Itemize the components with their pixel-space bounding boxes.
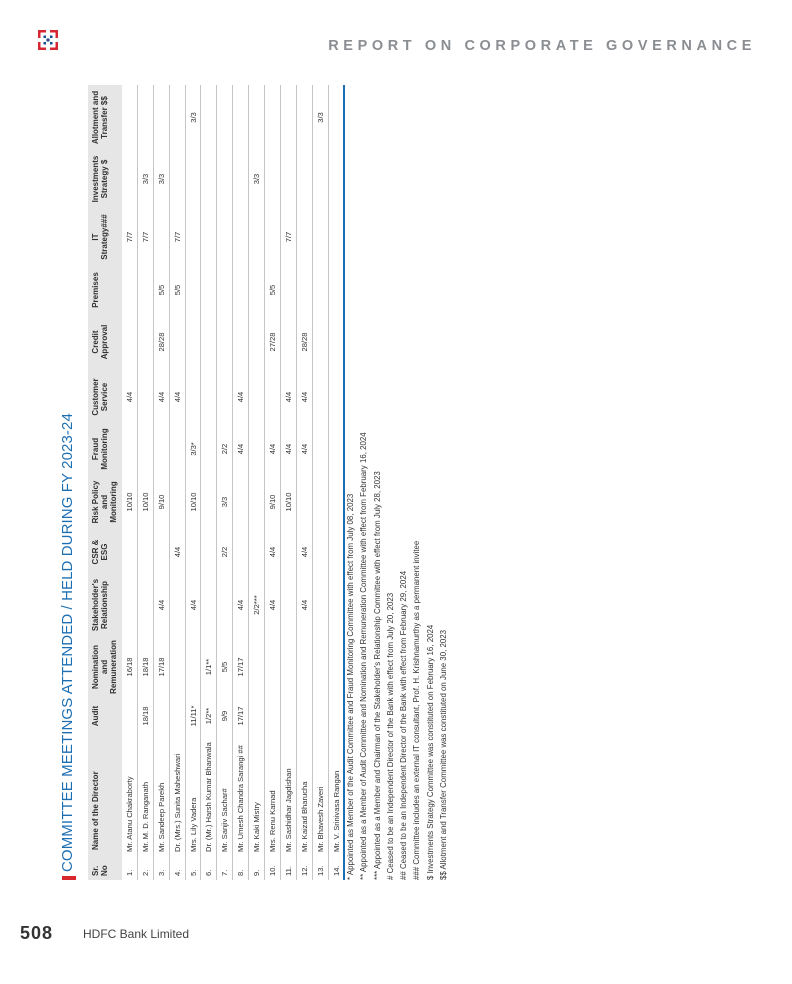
table-row xyxy=(296,85,312,880)
attendance-cell: 4/4 xyxy=(296,574,312,636)
attendance-cell xyxy=(201,474,217,530)
column-header: Risk Policy and Monitoring xyxy=(88,474,122,530)
director-name: Mr. Sanjiv Sachar# xyxy=(217,734,233,854)
column-header: Premises xyxy=(88,266,122,314)
row-number: 7. xyxy=(217,854,233,880)
attendance-cell: 4/4 xyxy=(280,424,296,474)
attendance-cell: 27/28 xyxy=(265,314,281,370)
column-header: Audit xyxy=(88,698,122,734)
table-row xyxy=(217,85,233,880)
attendance-cell xyxy=(249,370,265,424)
column-header: Stakeholder's Relationship xyxy=(88,574,122,636)
attendance-cell: 5/5 xyxy=(265,266,281,314)
attendance-cell: 9/10 xyxy=(153,474,169,530)
director-name: Mr. Kaizad Bharucha xyxy=(296,734,312,854)
attendance-cell: 7/7 xyxy=(280,208,296,266)
attendance-cell: 10/10 xyxy=(280,474,296,530)
column-header: Investments Strategy $ xyxy=(88,150,122,208)
director-name: Mr. Umesh Chandra Sarangi ## xyxy=(233,734,249,854)
row-number: 4. xyxy=(169,854,185,880)
director-name: Mr. V. Srinivasa Rangan xyxy=(328,734,344,854)
attendance-cell xyxy=(153,85,169,150)
attendance-cell xyxy=(280,314,296,370)
table-row xyxy=(328,85,344,880)
attendance-cell xyxy=(169,574,185,636)
attendance-cell: 3/3* xyxy=(185,424,201,474)
attendance-cell xyxy=(122,150,137,208)
attendance-cell: 5/5 xyxy=(217,636,233,698)
attendance-cell: 2/2*** xyxy=(249,574,265,636)
attendance-cell: 28/28 xyxy=(296,314,312,370)
attendance-cell xyxy=(233,208,249,266)
attendance-cell: 2/2 xyxy=(217,424,233,474)
attendance-cell xyxy=(201,530,217,574)
attendance-cell xyxy=(328,530,344,574)
column-header: Customer Service xyxy=(88,370,122,424)
attendance-cell xyxy=(249,85,265,150)
row-number: 10. xyxy=(265,854,281,880)
attendance-cell xyxy=(328,150,344,208)
attendance-cell xyxy=(137,85,153,150)
attendance-cell xyxy=(249,208,265,266)
row-number: 5. xyxy=(185,854,201,880)
column-header: CSR & ESG xyxy=(88,530,122,574)
attendance-cell xyxy=(185,314,201,370)
director-name: Mrs. Lily Vadera xyxy=(185,734,201,854)
footnote: ### Committee includes an external IT consultant, Prof. H. Krishnamurthy as a permanent invitee xyxy=(412,540,422,880)
attendance-cell: 4/4 xyxy=(153,574,169,636)
attendance-cell xyxy=(201,266,217,314)
attendance-cell xyxy=(201,85,217,150)
attendance-cell: 4/4 xyxy=(265,424,281,474)
director-name: Mr. Sashidhar Jagdishan xyxy=(280,734,296,854)
attendance-cell xyxy=(122,424,137,474)
rotated-content xyxy=(59,80,472,880)
attendance-cell xyxy=(153,208,169,266)
attendance-cell xyxy=(249,474,265,530)
attendance-cell xyxy=(217,85,233,150)
attendance-cell: 4/4 xyxy=(233,424,249,474)
row-number: 8. xyxy=(233,854,249,880)
attendance-cell xyxy=(328,370,344,424)
attendance-cell xyxy=(169,698,185,734)
row-number: 2. xyxy=(137,854,153,880)
attendance-cell: 4/4 xyxy=(169,530,185,574)
attendance-cell xyxy=(217,266,233,314)
attendance-cell xyxy=(137,574,153,636)
column-header: IT Strategy### xyxy=(88,208,122,266)
attendance-cell: 28/28 xyxy=(153,314,169,370)
footnote: *** Appointed as a Member and Chairman of the Stakeholder's Relationship Committee with effect from July 28, 2023 xyxy=(372,471,382,880)
attendance-cell xyxy=(312,530,328,574)
attendance-cell: 7/7 xyxy=(137,208,153,266)
column-header: Sr. No xyxy=(88,854,122,880)
attendance-cell: 4/4 xyxy=(265,574,281,636)
attendance-cell xyxy=(233,530,249,574)
attendance-cell xyxy=(265,150,281,208)
attendance-cell xyxy=(280,636,296,698)
attendance-cell xyxy=(296,208,312,266)
attendance-cell: 10/10 xyxy=(185,474,201,530)
footnotes xyxy=(344,432,450,880)
attendance-cell xyxy=(169,314,185,370)
attendance-cell xyxy=(185,530,201,574)
attendance-cell xyxy=(328,474,344,530)
attendance-cell xyxy=(201,424,217,474)
attendance-cell xyxy=(265,208,281,266)
director-name: Mr. M. D. Ranganath xyxy=(137,734,153,854)
table-row xyxy=(122,85,137,880)
table-body xyxy=(122,85,344,880)
attendance-cell xyxy=(217,150,233,208)
column-header: Fraud Monitoring xyxy=(88,424,122,474)
director-name: Mrs. Renu Karnad xyxy=(265,734,281,854)
table-row xyxy=(312,85,328,880)
attendance-cell xyxy=(296,266,312,314)
footnote: ** Appointed as a Member of Audit Committee and Nomination and Remuneration Committee with effect from February 16, 2024 xyxy=(359,432,369,880)
footnote: $$ Allotment and Transfer Committee was constituted on June 30, 2023 xyxy=(439,629,449,880)
attendance-cell xyxy=(201,574,217,636)
footnote: # Ceased to be an Independent Director of the Bank with effect from July 20, 2023 xyxy=(385,592,395,880)
attendance-cell xyxy=(280,698,296,734)
page-header-title: REPORT ON CORPORATE GOVERNANCE xyxy=(328,38,756,54)
attendance-cell xyxy=(312,424,328,474)
attendance-cell: 4/4 xyxy=(296,424,312,474)
attendance-cell: 4/4 xyxy=(185,574,201,636)
director-name: Dr. (Mr.) Harsh Kumar Bhanwala xyxy=(201,734,217,854)
attendance-cell: 4/4 xyxy=(233,370,249,424)
attendance-cell xyxy=(265,698,281,734)
row-number: 12. xyxy=(296,854,312,880)
attendance-cell: 7/7 xyxy=(169,208,185,266)
attendance-cell xyxy=(312,266,328,314)
attendance-cell xyxy=(328,636,344,698)
footer-bank-name: HDFC Bank Limited xyxy=(83,927,190,941)
footnote: $ Investments Strategy Committee was constituted on February 16, 2024 xyxy=(425,624,435,880)
attendance-cell xyxy=(328,698,344,734)
attendance-cell xyxy=(185,150,201,208)
attendance-cell: 7/7 xyxy=(122,208,137,266)
attendance-cell xyxy=(328,266,344,314)
attendance-cell: 10/10 xyxy=(122,474,137,530)
attendance-cell xyxy=(265,636,281,698)
attendance-cell xyxy=(233,150,249,208)
attendance-cell xyxy=(169,636,185,698)
attendance-cell: 3/3 xyxy=(137,150,153,208)
attendance-cell xyxy=(122,530,137,574)
attendance-cell xyxy=(249,424,265,474)
attendance-cell xyxy=(328,574,344,636)
director-name: Mr. Atanu Chakraborty xyxy=(122,734,137,854)
attendance-cell: 1/1** xyxy=(201,636,217,698)
attendance-cell xyxy=(296,85,312,150)
attendance-cell: 18/18 xyxy=(137,698,153,734)
section-title: COMMITTEE MEETINGS ATTENDED / HELD DURING FY 2023-24 xyxy=(59,413,76,872)
row-number: 11. xyxy=(280,854,296,880)
column-header: Allotment and Transfer $$ xyxy=(88,85,122,150)
attendance-cell xyxy=(137,314,153,370)
attendance-cell xyxy=(328,208,344,266)
attendance-cell: 1/2** xyxy=(201,698,217,734)
column-header: Name of the Director xyxy=(88,734,122,854)
attendance-cell: 3/3 xyxy=(312,85,328,150)
attendance-cell: 11/11* xyxy=(185,698,201,734)
attendance-cell xyxy=(185,636,201,698)
table-row xyxy=(137,85,153,880)
attendance-cell xyxy=(122,574,137,636)
attendance-cell xyxy=(153,698,169,734)
attendance-cell xyxy=(312,574,328,636)
table-row xyxy=(265,85,281,880)
attendance-cell xyxy=(137,424,153,474)
table-row xyxy=(185,85,201,880)
attendance-cell: 4/4 xyxy=(122,370,137,424)
attendance-cell xyxy=(296,150,312,208)
attendance-cell: 3/3 xyxy=(185,85,201,150)
attendance-cell xyxy=(280,530,296,574)
row-number: 1. xyxy=(122,854,137,880)
row-number: 3. xyxy=(153,854,169,880)
attendance-cell xyxy=(296,474,312,530)
attendance-cell xyxy=(185,266,201,314)
attendance-cell xyxy=(169,474,185,530)
attendance-cell xyxy=(296,636,312,698)
column-header: Nomination and Remuneration xyxy=(88,636,122,698)
footnote: ## Ceased to be an Independent Director of the Bank with effect from February 29, 2024 xyxy=(399,570,409,880)
attendance-cell xyxy=(201,150,217,208)
director-name: Dr. (Mrs.) Sunita Maheshwari xyxy=(169,734,185,854)
attendance-cell xyxy=(312,474,328,530)
column-header: Credit Approval xyxy=(88,314,122,370)
attendance-cell xyxy=(312,636,328,698)
director-name: Mr. Bhavesh Zaveri xyxy=(312,734,328,854)
attendance-cell: 3/3 xyxy=(249,150,265,208)
table-row xyxy=(169,85,185,880)
attendance-cell xyxy=(249,266,265,314)
attendance-cell xyxy=(312,370,328,424)
attendance-cell xyxy=(122,85,137,150)
attendance-cell xyxy=(217,314,233,370)
director-name: Mr. Sandeep Parekh xyxy=(153,734,169,854)
attendance-cell: 3/3 xyxy=(217,474,233,530)
attendance-cell xyxy=(249,530,265,574)
attendance-cell xyxy=(280,85,296,150)
director-name: Mr. Kaki Mistry xyxy=(249,734,265,854)
attendance-cell xyxy=(328,314,344,370)
attendance-cell xyxy=(201,370,217,424)
attendance-cell: 10/10 xyxy=(137,474,153,530)
attendance-cell xyxy=(122,698,137,734)
attendance-cell xyxy=(153,424,169,474)
attendance-cell xyxy=(201,314,217,370)
attendance-cell xyxy=(312,698,328,734)
attendance-cell: 18/18 xyxy=(137,636,153,698)
attendance-cell xyxy=(217,574,233,636)
attendance-cell xyxy=(185,208,201,266)
table-row xyxy=(233,85,249,880)
page-number: 508 xyxy=(20,923,54,943)
attendance-cell xyxy=(153,530,169,574)
attendance-cell xyxy=(217,370,233,424)
attendance-cell: 17/17 xyxy=(233,698,249,734)
title-accent-bar xyxy=(62,876,76,880)
attendance-cell xyxy=(280,150,296,208)
attendance-cell xyxy=(249,698,265,734)
attendance-table xyxy=(88,85,345,880)
table-row xyxy=(201,85,217,880)
attendance-cell xyxy=(312,314,328,370)
attendance-cell: 9/9 xyxy=(217,698,233,734)
attendance-cell xyxy=(137,530,153,574)
attendance-cell: 5/5 xyxy=(153,266,169,314)
footnote: * Appointed as Member of the Audit Committee and Fraud Monitoring Committee with effect from July 08, 2023 xyxy=(346,493,355,880)
attendance-cell: 16/18 xyxy=(122,636,137,698)
table-row xyxy=(280,85,296,880)
attendance-cell xyxy=(249,636,265,698)
attendance-cell: 4/4 xyxy=(169,370,185,424)
attendance-cell xyxy=(233,266,249,314)
attendance-cell xyxy=(249,314,265,370)
attendance-cell: 4/4 xyxy=(296,530,312,574)
row-number: 6. xyxy=(201,854,217,880)
table-row xyxy=(249,85,265,880)
row-number: 13. xyxy=(312,854,328,880)
attendance-cell xyxy=(296,698,312,734)
row-number: 9. xyxy=(249,854,265,880)
attendance-cell xyxy=(280,574,296,636)
table-row xyxy=(153,85,169,880)
attendance-cell xyxy=(217,208,233,266)
attendance-cell xyxy=(265,370,281,424)
attendance-cell xyxy=(265,85,281,150)
attendance-cell xyxy=(185,370,201,424)
attendance-cell xyxy=(233,474,249,530)
attendance-cell xyxy=(312,150,328,208)
attendance-cell xyxy=(137,370,153,424)
attendance-cell xyxy=(328,85,344,150)
attendance-cell xyxy=(137,266,153,314)
attendance-cell xyxy=(122,266,137,314)
attendance-cell xyxy=(169,424,185,474)
attendance-cell xyxy=(280,266,296,314)
table-header-row xyxy=(88,85,122,880)
attendance-cell xyxy=(233,314,249,370)
attendance-cell xyxy=(328,424,344,474)
attendance-cell: 17/18 xyxy=(153,636,169,698)
attendance-cell xyxy=(201,208,217,266)
attendance-cell xyxy=(233,85,249,150)
attendance-cell: 4/4 xyxy=(280,370,296,424)
attendance-cell xyxy=(312,208,328,266)
attendance-cell: 17/17 xyxy=(233,636,249,698)
hdfc-logo-icon xyxy=(38,30,58,50)
row-number: 14. xyxy=(328,854,344,880)
attendance-cell: 4/4 xyxy=(153,370,169,424)
attendance-cell: 4/4 xyxy=(296,370,312,424)
attendance-cell xyxy=(169,85,185,150)
attendance-cell xyxy=(122,314,137,370)
attendance-cell: 9/10 xyxy=(265,474,281,530)
attendance-cell: 5/5 xyxy=(169,266,185,314)
attendance-cell xyxy=(169,150,185,208)
attendance-cell: 4/4 xyxy=(233,574,249,636)
attendance-cell: 4/4 xyxy=(265,530,281,574)
attendance-cell: 2/2 xyxy=(217,530,233,574)
attendance-cell: 3/3 xyxy=(153,150,169,208)
